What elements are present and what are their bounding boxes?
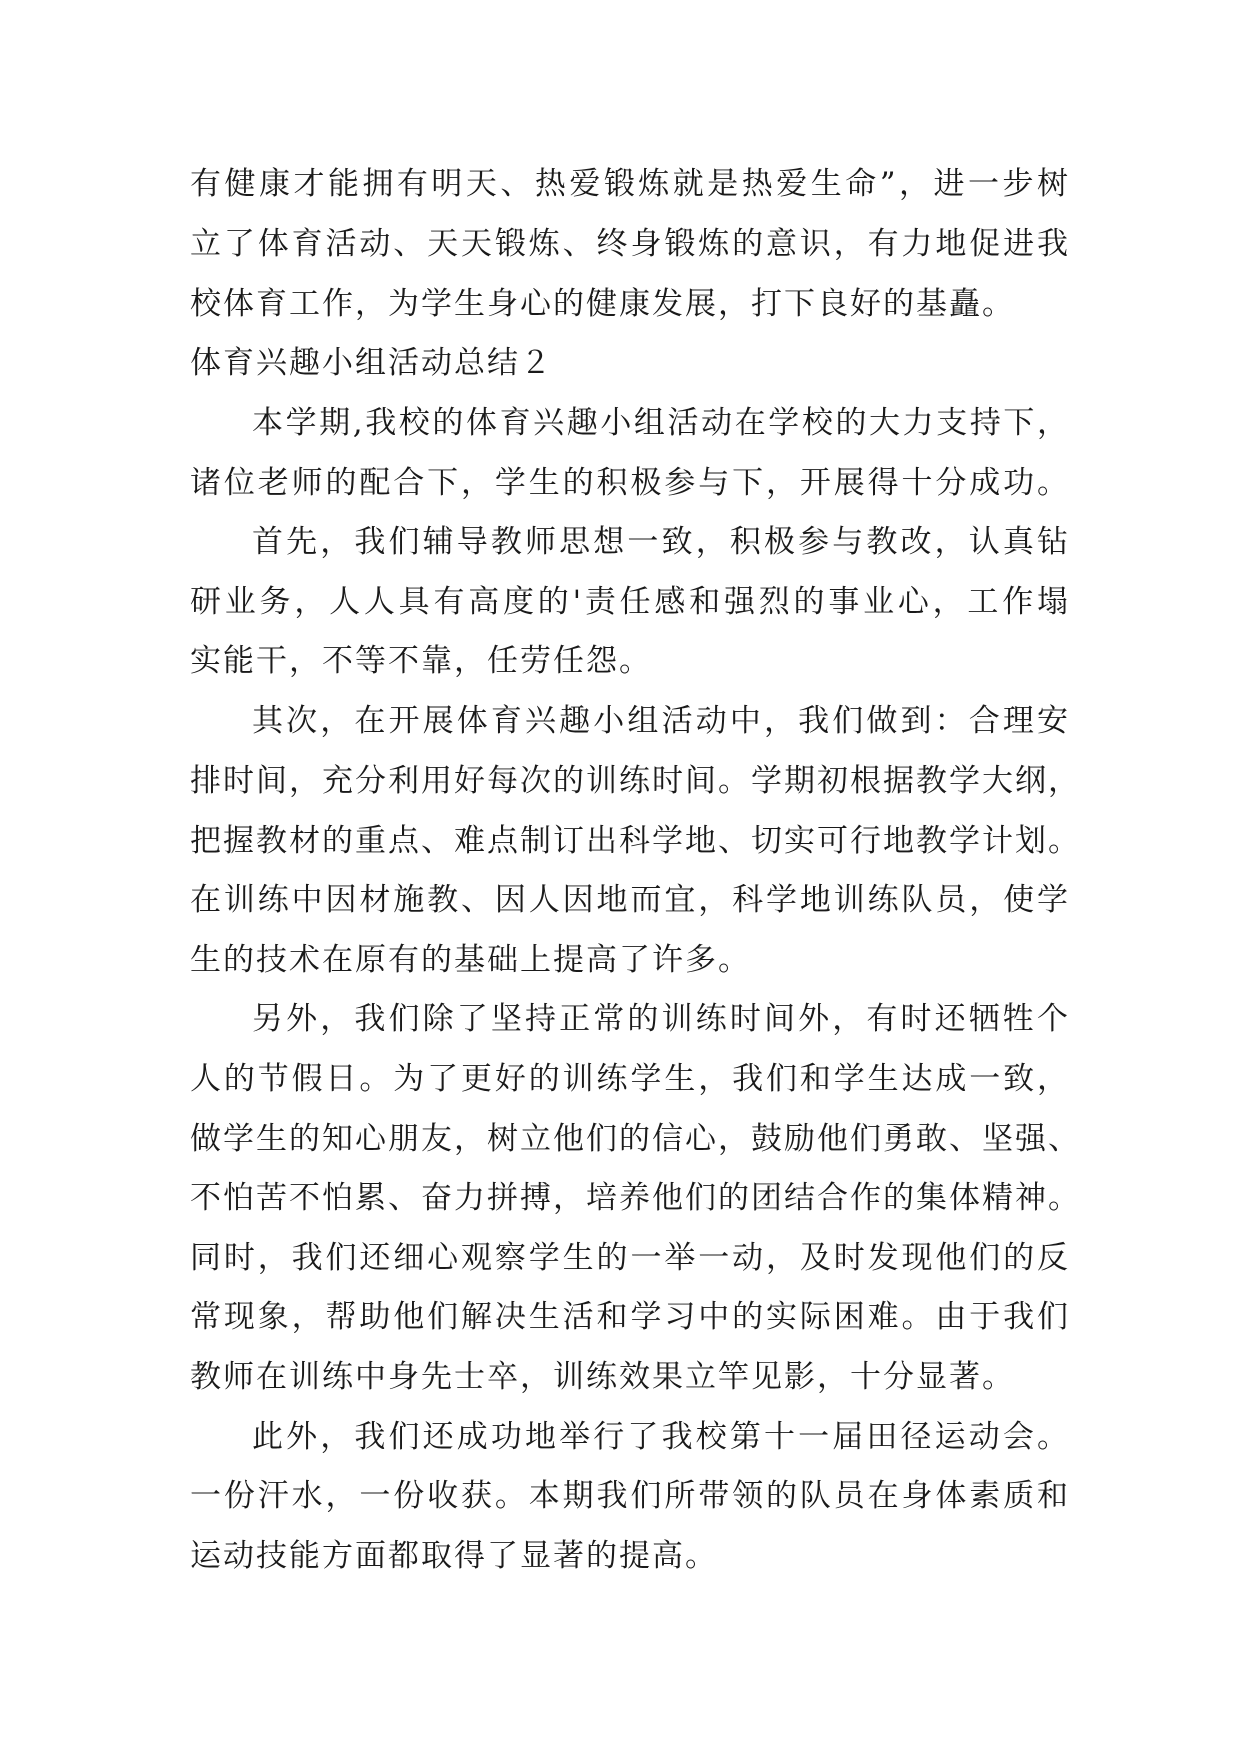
text-line: 有健康才能拥有明天、热爱锻炼就是热爱生命”，进一步树 xyxy=(190,166,1070,202)
text-line: 把握教材的重点、难点制订出科学地、切实可行地教学计划。 xyxy=(190,823,1081,859)
text-line: 一份汗水，一份收获。本期我们所带领的队员在身体素质和 xyxy=(190,1478,1070,1514)
text-line: 诸位老师的配合下，学生的积极参与下，开展得十分成功。 xyxy=(190,465,1070,501)
text-line: 立了体育活动、天天锻炼、终身锻炼的意识，有力地促进我 xyxy=(190,226,1070,262)
text-line: 教师在训练中身先士卒，训练效果立竿见影，十分显著。 xyxy=(190,1359,1015,1395)
text-line: 人的节假日。为了更好的训练学生，我们和学生达成一致， xyxy=(190,1061,1070,1097)
text-line: 校体育工作，为学生身心的健康发展，打下良好的基矗。 xyxy=(190,286,1015,322)
text-line: 在训练中因材施教、因人因地而宜，科学地训练队员，使学 xyxy=(190,882,1070,918)
section-heading: 体育兴趣小组活动总结２ xyxy=(190,345,553,381)
text-line: 常现象，帮助他们解决生活和学习中的实际困难。由于我们 xyxy=(190,1299,1070,1335)
text-line: 运动技能方面都取得了显著的提高。 xyxy=(190,1538,718,1574)
text-line: 不怕苦不怕累、奋力拼搏，培养他们的团结合作的集体精神。 xyxy=(190,1180,1081,1216)
text-line: 排时间，充分利用好每次的训练时间。学期初根据教学大纲， xyxy=(190,763,1081,799)
text-line: 做学生的知心朋友，树立他们的信心，鼓励他们勇敢、坚强、 xyxy=(190,1121,1081,1157)
text-line: 本学期,我校的体育兴趣小组活动在学校的大力支持下， xyxy=(252,405,1070,441)
text-line: 生的技术在原有的基础上提高了许多。 xyxy=(190,942,751,978)
text-line: 同时，我们还细心观察学生的一举一动，及时发现他们的反 xyxy=(190,1240,1070,1276)
text-line: 另外，我们除了坚持正常的训练时间外，有时还牺牲个 xyxy=(252,1001,1070,1037)
text-line: 其次，在开展体育兴趣小组活动中，我们做到：合理安 xyxy=(252,703,1070,739)
text-line: 首先，我们辅导教师思想一致，积极参与教改，认真钻 xyxy=(252,524,1070,560)
text-line: 研业务，人人具有高度的'责任感和强烈的事业心，工作塌 xyxy=(190,584,1070,620)
text-line: 此外，我们还成功地举行了我校第十一届田径运动会。 xyxy=(252,1419,1070,1455)
text-line: 实能干，不等不靠，任劳任怨。 xyxy=(190,643,652,679)
